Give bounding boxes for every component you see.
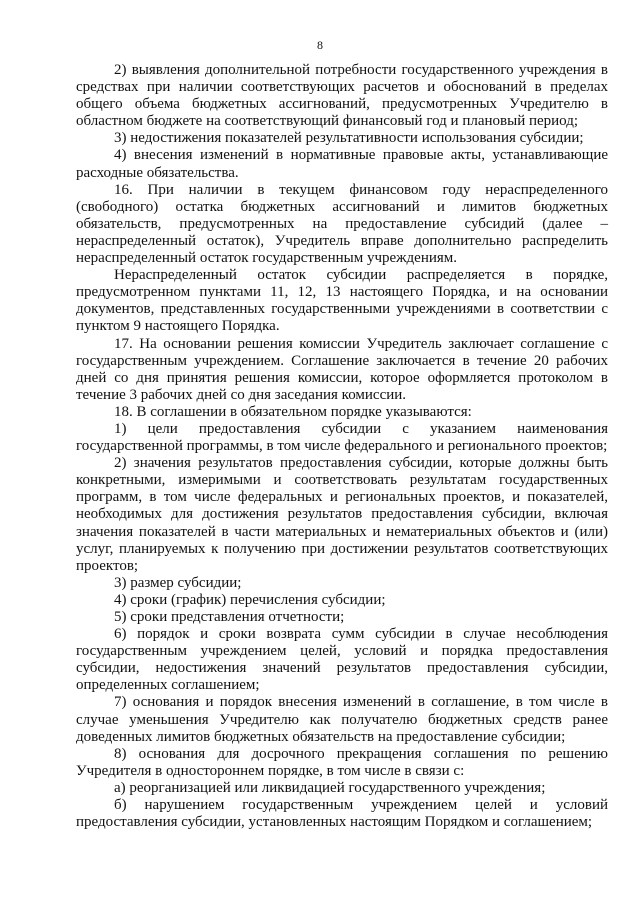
paragraph-item-4-legal-changes: 4) внесения изменений в нормативные правовые акты, устанавливающие расходные обязательства.	[76, 147, 608, 181]
paragraph-item-2-results: 2) значения результатов предоставления субсидии, которые должны быть конкретными, измеримыми и соответствовать результатам государственных программ, в том числе федеральных и региональных проектов, и показателей, необходимых для достижения результатов предоставления субсидии, включая значения показателей в части материальных и нематериальных объектов и (или) услуг, планируемых к получению при достижении результатов соответствующих проектов;	[76, 455, 608, 574]
paragraph-item-6-refund: 6) порядок и сроки возврата сумм субсидии в случае несоблюдения государственным учреждением целей, условий и порядка предоставления субсидии, недостижения значений результатов предоставления субсидии, определенных соглашением;	[76, 626, 608, 694]
paragraph-clause-18: 18. В соглашении в обязательном порядке указываются:	[114, 403, 472, 420]
paragraph-item-5-reporting: 5) сроки представления отчетности;	[114, 609, 345, 625]
paragraph-item-3-not-achieved: 3) недостижения показателей результативности использования субсидии;	[114, 130, 584, 147]
paragraph-item-a-reorganization: а) реорганизацией или ликвидацией государственного учреждения;	[114, 779, 546, 796]
paragraph-item-7-amendments: 7) основания и порядок внесения изменений в соглашение, в том числе в случае уменьшения Учредителю как получателю бюджетных средств ранее доведенных лимитов бюджетных обязательств на предоставление субсидии;	[76, 694, 608, 745]
paragraph-clause-16: 16. При наличии в текущем финансовом году нераспределенного (свободного) остатка бюджетных ассигнований и лимитов бюджетных обязательств, предусмотренных на предоставление субсидий (далее – нераспределенный остаток), Учредитель вправе дополнительно распределить нераспределенный остаток государственным учреждениям.	[76, 181, 608, 267]
paragraph-item-8-termination: 8) основания для досрочного прекращения соглашения по решению Учредителя в одностороннем порядке, в том числе в связи с:	[76, 745, 608, 779]
paragraph-item-4-schedule: 4) сроки (график) перечисления субсидии;	[114, 591, 386, 608]
paragraph-remainder-distribution: Нераспределенный остаток субсидии распределяется в порядке, предусмотренном пунктами 11, 12, 13 настоящего Порядка, и на основании документов, представленных государственными учреждениями в соответствии с пунктом 9 настоящего Порядка.	[76, 267, 608, 335]
paragraph-item-2-identify-need: 2) выявления дополнительной потребности государственного учреждения в средствах при наличии соответствующих расчетов и обоснований в пределах общего объема бюджетных ассигнований, предусмотренных Учредителю в областном бюджете на соответствующий финансовый год и плановый период;	[76, 62, 608, 130]
document-body	[76, 62, 608, 831]
paragraph-item-b-violation: б) нарушением государственным учреждением целей и условий предоставления субсидии, установленных настоящим Порядком и соглашением;	[76, 797, 608, 831]
paragraph-clause-17: 17. На основании решения комиссии Учредитель заключает соглашение с государственным учреждением. Соглашение заключается в течение 20 рабочих дней со дня принятия решения комиссии, которое оформляется протоколом в течение 3 рабочих дней со дня заседания комиссии.	[76, 335, 608, 403]
paragraph-item-1-goals: 1) цели предоставления субсидии с указанием наименования государственной программы, в том числе федерального и регионального проектов;	[76, 420, 608, 455]
page-number: 8	[317, 38, 323, 52]
paragraph-item-3-amount: 3) размер субсидии;	[114, 574, 242, 591]
